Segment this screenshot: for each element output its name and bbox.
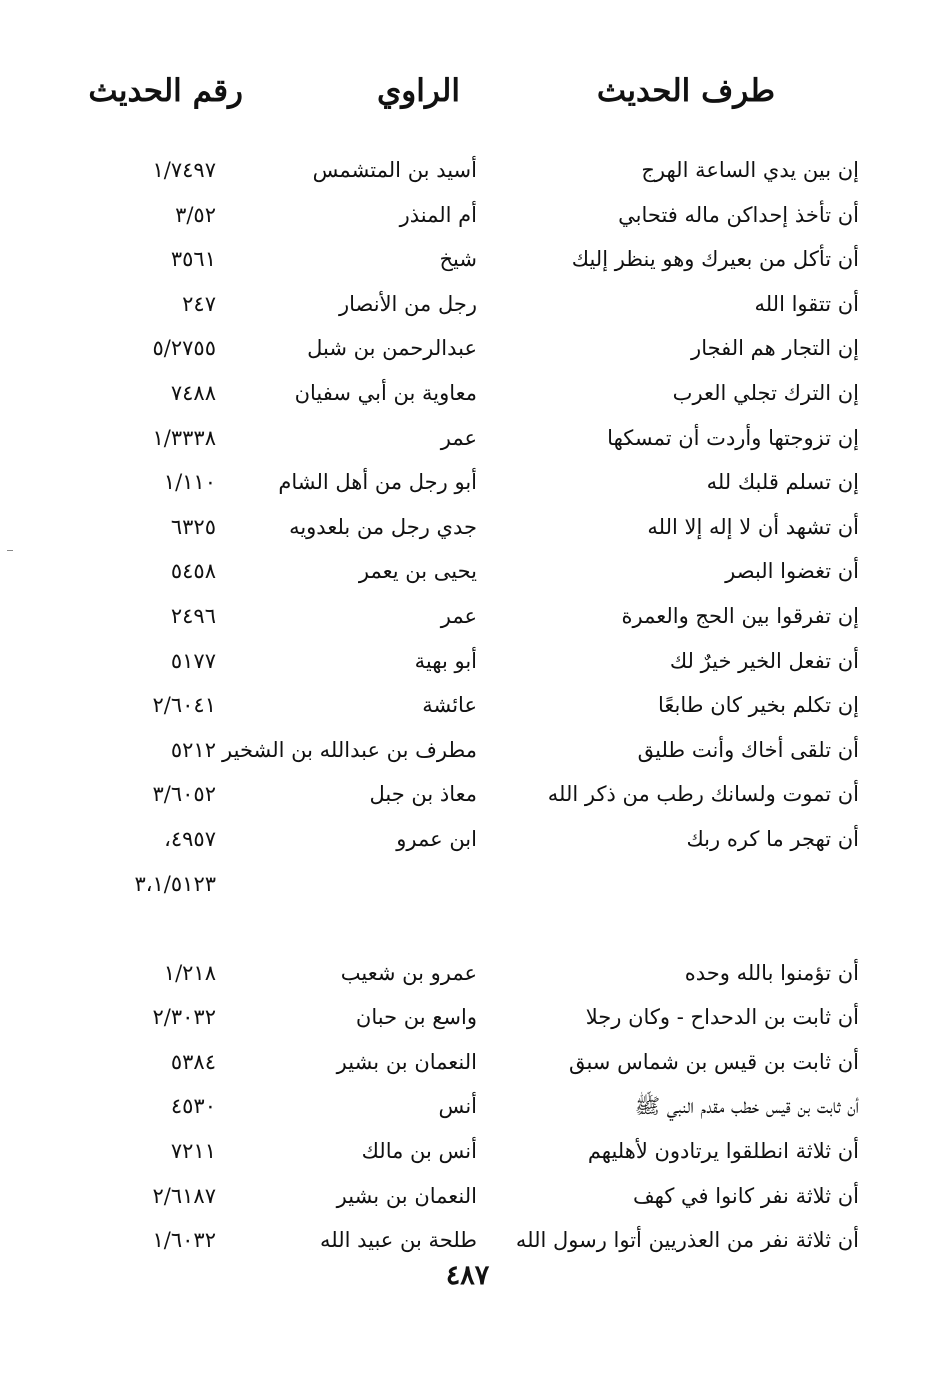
narrator-cell: أنس (438, 1094, 477, 1119)
table-row (0, 549, 935, 594)
hadith-number-cell: ٧٢١١ (170, 1139, 216, 1164)
hadith-start-cell: أن ثابت بن الدحداح - وكان رجلا (585, 1005, 859, 1030)
narrator-cell: جدي رجل من بلعدويه (289, 514, 477, 539)
narrator-cell: يحيى بن يعمر (358, 559, 477, 584)
narrator-cell: النعمان بن بشير (336, 1183, 477, 1208)
narrator-cell: شيخ (439, 247, 477, 272)
table-row (0, 817, 935, 862)
table-row (0, 193, 935, 238)
hadith-start-cell: أن تفعل الخير خيرٌ لك (669, 648, 859, 673)
hadith-number-cell: ٦٣٢٥ (170, 514, 216, 539)
hadith-start-cell: إن تزوجتها وأردت أن تمسكها (607, 425, 859, 450)
narrator-cell: عائشة (422, 693, 477, 718)
narrator-cell: معاذ بن جبل (369, 782, 477, 807)
table-row (0, 1129, 935, 1174)
hadith-start-cell: إن تسلم قلبك لله (706, 470, 859, 495)
hadith-number-cell: ٥٣٨٤ (170, 1049, 216, 1074)
hadith-number-cell: ٢/٦٠٤١ (152, 693, 216, 718)
table-row (0, 237, 935, 282)
hadith-number-cell: ٢٤٩٦ (170, 603, 216, 628)
hadith-start-cell: إن بين يدي الساعة الهرج (641, 158, 859, 182)
narrator-cell: مطرف بن عبدالله بن الشخير (222, 737, 477, 762)
table-row (0, 371, 935, 416)
narrator-cell: أم المنذر (399, 202, 477, 227)
narrator-cell: ابن عمرو (396, 826, 477, 851)
hadith-start-cell: أن ثلاثة انطلقوا يرتادون لأهليهم (587, 1139, 859, 1164)
narrator-cell: أسيد بن المتشمس (312, 158, 477, 182)
hadith-number-cell: ٧٤٨٨ (170, 380, 216, 405)
table-row (0, 862, 935, 907)
hadith-number-cell: ٢/٣٠٣٢ (152, 1005, 216, 1030)
table-row (0, 505, 935, 550)
table-row (0, 148, 935, 193)
index-table (0, 148, 935, 1263)
narrator-cell: عمر (440, 425, 477, 450)
hadith-start-cell: أن ثلاثة نفر من العذريين أتوا رسول الله (515, 1228, 859, 1253)
narrator-cell: رجل من الأنصار (338, 291, 477, 316)
table-row (0, 906, 935, 951)
margin-mark (7, 550, 13, 551)
column-header-hadith-start: طرف الحديث (596, 73, 775, 109)
hadith-start-cell: أن تأكل من بعيرك وهو ينظر إليك (571, 247, 859, 272)
narrator-cell: واسع بن حبان (355, 1005, 477, 1030)
table-row (0, 639, 935, 684)
narrator-cell: عمر (440, 603, 477, 628)
hadith-number-cell: ١/٣٣٣٨ (152, 425, 216, 450)
hadith-number-cell: ٣/٥٢ (175, 202, 216, 227)
hadith-number-cell: ١/٦٠٣٢ (152, 1228, 216, 1253)
table-row (0, 951, 935, 996)
table-header (0, 66, 935, 116)
table-row (0, 1218, 935, 1263)
table-row (0, 416, 935, 461)
hadith-start-cell: أن تشهد أن لا إله إلا الله (647, 514, 859, 539)
table-row (0, 282, 935, 327)
hadith-number-cell: ٣٥٦١ (170, 247, 216, 272)
hadith-start-cell: أن تهجر ما كره ربك (686, 826, 859, 851)
column-header-hadith-number: رقم الحديث (88, 73, 243, 109)
hadith-number-cell: ٥١٧٧ (170, 648, 216, 673)
hadith-number-cell: ٢٤٧ (182, 291, 216, 316)
hadith-number-cell: ٥٤٥٨ (170, 559, 216, 584)
narrator-cell: عبدالرحمن بن شبل (307, 336, 477, 361)
table-row (0, 594, 935, 639)
table-row (0, 728, 935, 773)
hadith-start-cell: إن التجار هم الفجار (691, 336, 859, 361)
table-row (0, 772, 935, 817)
hadith-number-cell: ٣،١/٥١٢٣ (134, 871, 216, 896)
hadith-start-cell: أن تغضوا البصر (725, 559, 859, 584)
hadith-number-cell: ٢/٦١٨٧ (152, 1183, 216, 1208)
hadith-number-cell: ،٤٩٥٧ (164, 826, 216, 851)
hadith-number-cell: ٣/٦٠٥٢ (152, 782, 216, 807)
narrator-cell: عمرو بن شعيب (340, 960, 477, 985)
page-number: ٤٨٧ (445, 1260, 490, 1291)
table-row (0, 995, 935, 1040)
table-row (0, 1040, 935, 1085)
narrator-cell: معاوية بن أبي سفيان (294, 380, 477, 405)
narrator-cell: أنس بن مالك (361, 1139, 477, 1164)
hadith-start-cell: أن ثابت بن قيس بن شماس سبق (568, 1049, 859, 1074)
hadith-number-cell: ١/١١٠ (163, 470, 216, 495)
table-row (0, 683, 935, 728)
table-row (0, 326, 935, 371)
narrator-cell: النعمان بن بشير (336, 1049, 477, 1074)
hadith-start-cell: أن تؤمنوا بالله وحده (684, 960, 859, 985)
hadith-start-cell: إن تفرقوا بين الحج والعمرة (621, 603, 859, 628)
hadith-start-cell: أن تأخذ إحداكن ماله فتحابي (618, 202, 859, 227)
hadith-number-cell: ٤٥٣٠ (170, 1094, 216, 1119)
hadith-start-cell: أن ثابت بن قيس خطب مقدم النبي ﷺ (634, 1094, 859, 1119)
table-row (0, 1174, 935, 1219)
column-header-narrator: الراوي (376, 73, 460, 109)
hadith-start-cell: إن الترك تجلي العرب (672, 380, 859, 405)
table-row (0, 460, 935, 505)
table-row (0, 1084, 935, 1129)
hadith-number-cell: ١/٧٤٩٧ (152, 158, 216, 182)
hadith-start-cell: أن تلقى أخاك وأنت طليق (637, 737, 859, 762)
hadith-number-cell: ٥/٢٧٥٥ (152, 336, 216, 361)
hadith-number-cell: ١/٢١٨ (163, 960, 216, 985)
narrator-cell: طلحة بن عبيد الله (319, 1228, 477, 1253)
narrator-cell: أبو رجل من أهل الشام (278, 470, 477, 495)
hadith-start-cell: أن تموت ولسانك رطب من ذكر الله (547, 782, 859, 807)
narrator-cell: أبو بهية (414, 648, 477, 673)
hadith-number-cell: ٥٢١٢ (170, 737, 216, 762)
hadith-start-cell: إن تكلم بخير كان طابعًا (658, 693, 859, 718)
hadith-start-cell: أن ثلاثة نفر كانوا في كهف (632, 1183, 859, 1208)
hadith-start-cell: أن تتقوا الله (754, 291, 859, 316)
